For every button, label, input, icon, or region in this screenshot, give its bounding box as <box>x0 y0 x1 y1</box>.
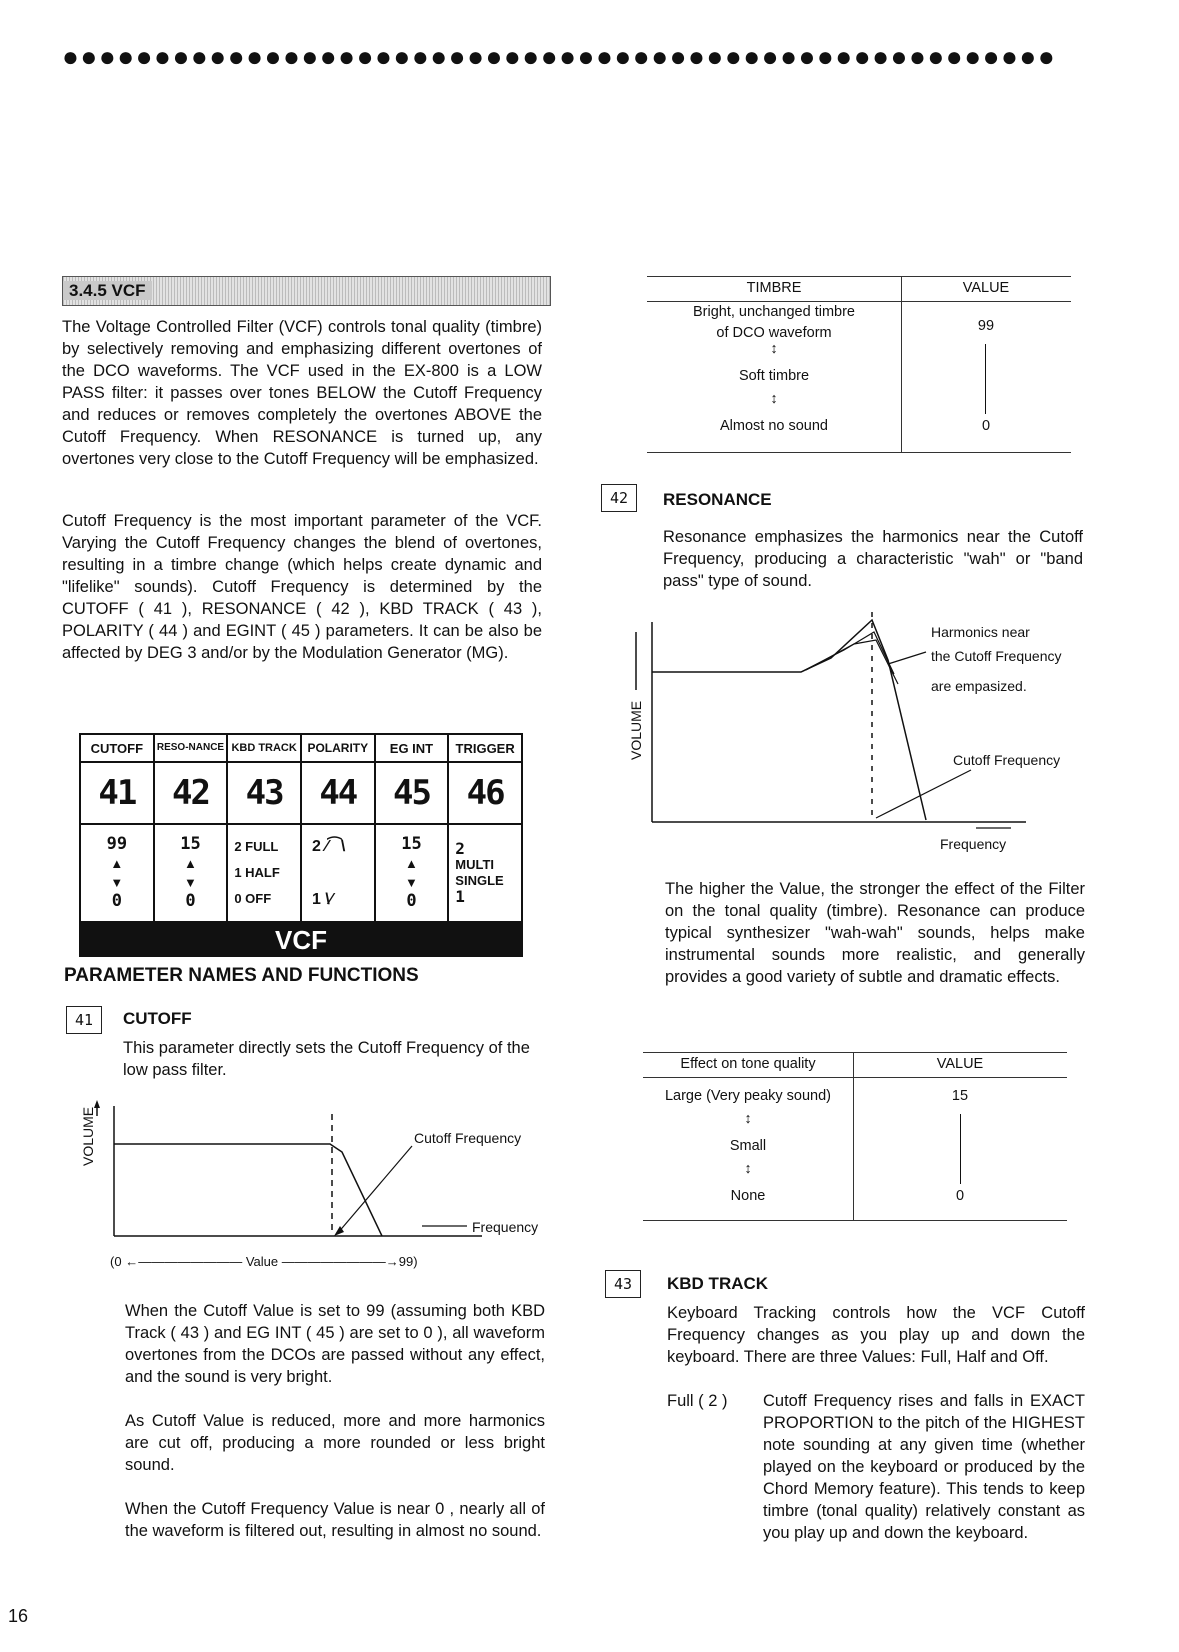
panel-number-46: 46 <box>448 762 522 824</box>
panel-value-polarity: 2 ⁄⁀\ 1 \⁄ <box>301 824 375 922</box>
kbd-full-description: Cutoff Frequency rises and falls in EXACT PROPORTION to the pitch of the HIGHEST note sounding at any given time (whether played on the keyboard or produced by the Chord Memory feature). This tends to keep timbre (tonal quality) relatively constant as you play up and down the keyboard. <box>763 1392 1085 1542</box>
timbre-table: TIMBRE VALUE Bright, unchanged timbre of DCO waveform ↕ Soft timbre ↕ Almost no sound 99 0 <box>647 274 1071 454</box>
cutoff-graph-value-scale: (0 ←———————— Value ————————→99) <box>110 1254 418 1269</box>
dot-rule: ●●●●●●●●●●●●●●●●●●●●●●●●●●●●●●●●●●●●●●●●●●●●●●●●●●●●●● <box>62 41 1057 72</box>
panel-value-eg-int: 15 ▲ ▼ 0 <box>375 824 449 922</box>
panel-value-kbd-track: 2 FULL 1 HALF 0 OFF <box>227 824 301 922</box>
panel-number-41: 41 <box>80 762 154 824</box>
panel-header-eg-int: EG INT <box>375 734 449 762</box>
cutoff-title: CUTOFF <box>123 1009 192 1028</box>
cutoff-code-box: 41 <box>66 1006 102 1034</box>
filter-curve <box>114 1144 382 1236</box>
cutoff-graph-cutoff-label: Cutoff Frequency <box>414 1130 522 1146</box>
panel-number-43: 43 <box>227 762 301 824</box>
kbd-track-description: Keyboard Tracking controls how the VCF Cutoff Frequency changes as you play up and down the keyboard. There are three Values: Full, Half and Off. <box>667 1304 1085 1366</box>
resonance-harm-label-1: Harmonics near <box>931 624 1030 640</box>
kbd-track-title: KBD TRACK <box>667 1274 769 1293</box>
harmonics-pointer <box>888 652 926 664</box>
panel-header-resonance: RESO-NANCE <box>154 734 228 762</box>
panel-header-cutoff: CUTOFF <box>80 734 154 762</box>
resonance-description: Resonance emphasizes the harmonics near the Cutoff Frequency, producing a characteristic "wah" or "band pass" type of sound. <box>663 528 1083 590</box>
resonance-title: RESONANCE <box>663 490 772 509</box>
cutoff-paragraph-1: When the Cutoff Value is set to 99 (assuming both KBD Track ( 43 ) and EG INT ( 45 ) are set to 0 ), all waveform overtones from the DCOs are passed without any effect, and the sound is very bright. <box>125 1302 545 1386</box>
panel-number-45: 45 <box>375 762 449 824</box>
cutoff-graph <box>82 1098 552 1268</box>
resonance-cutoff-label: Cutoff Frequency <box>953 752 1061 768</box>
panel-value-resonance: 15 ▲ ▼ 0 <box>154 824 228 922</box>
intro-paragraph: The Voltage Controlled Filter (VCF) controls tonal quality (timbre) by selectively removing and emphasizing different overtones of the DCO waveforms. The VCF used in the EX-800 is a LOW PASS filter: it passes over tones BELOW the Cutoff Frequency and reduces or removes completely the overtones ABOVE the Cutoff Frequency. When RESONANCE is turned up, any overtones very close to the Cutoff Frequency will be emphasized. <box>62 318 542 468</box>
panel-number-42: 42 <box>154 762 228 824</box>
resonance-code-box: 42 <box>601 484 637 512</box>
resonance-graph-ylabel: VOLUME <box>628 700 644 760</box>
cutoff-graph-ylabel: VOLUME <box>80 1106 96 1166</box>
panel-header-trigger: TRIGGER <box>448 734 522 762</box>
panel-value-cutoff: 99 ▲ ▼ 0 <box>80 824 154 922</box>
cutoff-paragraph-2: As Cutoff Value is reduced, more and more harmonics are cut off, producing a more rounded or less bright sound. <box>125 1412 545 1474</box>
kbd-track-code-box: 43 <box>605 1270 641 1298</box>
resonance-harm-label-2: the Cutoff Frequency <box>931 648 1062 664</box>
panel-value-trigger: 2 MULTI SINGLE 1 <box>448 824 522 922</box>
resonance-curve <box>652 620 926 820</box>
panel-header-kbd-track: KBD TRACK <box>227 734 301 762</box>
effect-table: Effect on tone quality VALUE Large (Very peaky sound) ↕ Small ↕ None 15 0 <box>643 1050 1067 1222</box>
parameter-names-title: PARAMETER NAMES AND FUNCTIONS <box>64 965 419 986</box>
vcf-label-bar: VCF <box>79 923 523 957</box>
panel-header-polarity: POLARITY <box>301 734 375 762</box>
page-number: 16 <box>8 1606 29 1626</box>
resonance-harm-label-3: are empasized. <box>931 678 1027 694</box>
resonance-graph <box>626 610 1086 850</box>
resonance-paragraph: The higher the Value, the stronger the effect of the Filter on the tonal quality (timbre). Resonance can produce typical synthesizer "wah-wah" sounds, helps make instrumental sounds more realistic, and generally provides a good variety of subtle and dramatic effects. <box>665 880 1085 986</box>
resonance-freq-label: Frequency <box>940 836 1007 852</box>
kbd-full-label: Full ( 2 ) <box>667 1392 728 1410</box>
cutoff-graph-freq-label: Frequency <box>472 1219 539 1235</box>
cutoff-frequency-paragraph: Cutoff Frequency is the most important parameter of the VCF. Varying the Cutoff Frequency changes the blend of overtones, resulting in a timbre change (which helps create dynamic and "lifelike" sounds). Cutoff Frequency is determined by the CUTOFF ( 41 ), RESONANCE ( 42 ), KBD TRACK ( 43 ), POLARITY ( 44 ) and EGINT ( 45 ) parameters. It can be also be affected by DEG 3 and/or by the Modulation Generator (MG). <box>62 512 542 662</box>
vcf-parameter-panel <box>79 733 523 957</box>
section-title: 3.4.5 VCF <box>62 276 551 306</box>
cutoff-paragraph-3: When the Cutoff Frequency Value is near 0 , nearly all of the waveform is filtered out, resulting in almost no sound. <box>125 1500 545 1540</box>
panel-number-44: 44 <box>301 762 375 824</box>
cutoff-description: This parameter directly sets the Cutoff Frequency of the low pass filter. <box>123 1039 530 1079</box>
